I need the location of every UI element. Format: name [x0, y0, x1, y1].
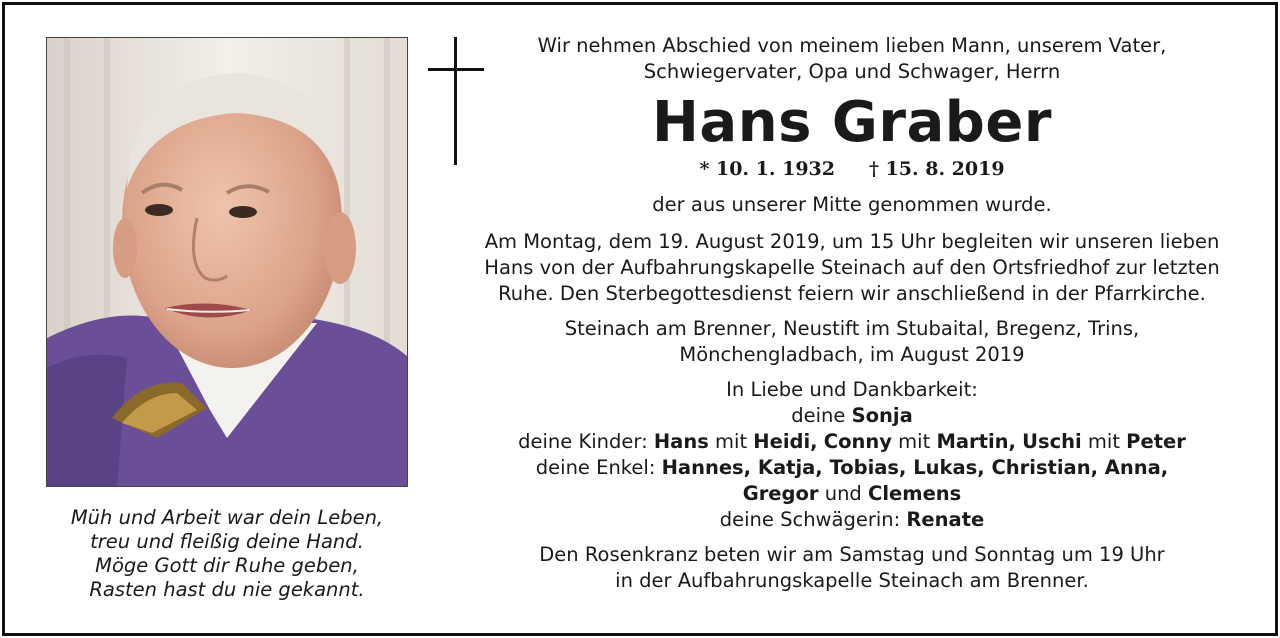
sisterinlaw-line: deine Schwägerin: Renate: [719, 508, 985, 531]
place-line: Steinach am Brenner, Neustift im Stubaital, Bregenz, Trins,: [564, 317, 1140, 340]
grandchildren-line: deine Enkel: Hannes, Katja, Tobias, Lukas, Christian, Anna,: [535, 456, 1169, 479]
mourners-list: [446, 377, 1258, 533]
children-line: deine Kinder: Hans mit Heidi, Conny mit Martin, Uschi mit Peter: [518, 430, 1186, 453]
poem-line: treu und fleißig deine Hand.: [90, 530, 364, 553]
funeral-line: Am Montag, dem 19. August 2019, um 15 Uhr begleiten wir unseren lieben: [484, 230, 1220, 253]
rosary-line: Den Rosenkranz beten wir am Samstag und Sonntag um 19 Uhr: [539, 543, 1165, 566]
mourners-heading: In Liebe und Dankbarkeit:: [726, 378, 978, 401]
wife-name: Sonja: [851, 404, 913, 427]
notice-text: [446, 33, 1258, 594]
portrait-photo: [46, 37, 408, 487]
poem-line: Müh und Arbeit war dein Leben,: [70, 506, 384, 529]
funeral-paragraph: [446, 229, 1258, 307]
funeral-line: Hans von der Aufbahrungskapelle Steinach auf den Ortsfriedhof zur letzten: [484, 256, 1220, 279]
place-paragraph: [446, 316, 1258, 368]
birth-date: * 10. 1. 1932: [699, 158, 835, 180]
wife-line: deine Sonja: [791, 404, 913, 427]
rosary-paragraph: [446, 542, 1258, 594]
poem-line: Rasten hast du nie gekannt.: [89, 578, 365, 601]
poem: [46, 506, 408, 602]
intro-line: Schwiegervater, Opa und Schwager, Herrn: [643, 60, 1061, 83]
taken-line: der aus unserer Mitte genommen wurde.: [652, 193, 1052, 216]
place-line: Mönchengladbach, im August 2019: [679, 343, 1025, 366]
death-date: † 15. 8. 2019: [869, 158, 1005, 180]
grandchildren-line-2: Gregor und Clemens: [742, 482, 962, 505]
deceased-name: Hans Graber: [652, 90, 1052, 155]
poem-line: Möge Gott dir Ruhe geben,: [95, 554, 359, 577]
life-dates: [446, 158, 1258, 180]
funeral-line: Ruhe. Den Sterbegottesdienst feiern wir anschließend in der Pfarrkirche.: [498, 282, 1206, 305]
intro-line: Wir nehmen Abschied von meinem lieben Mann, unserem Vater,: [537, 34, 1167, 57]
rosary-line: in der Aufbahrungskapelle Steinach am Brenner.: [615, 569, 1089, 592]
